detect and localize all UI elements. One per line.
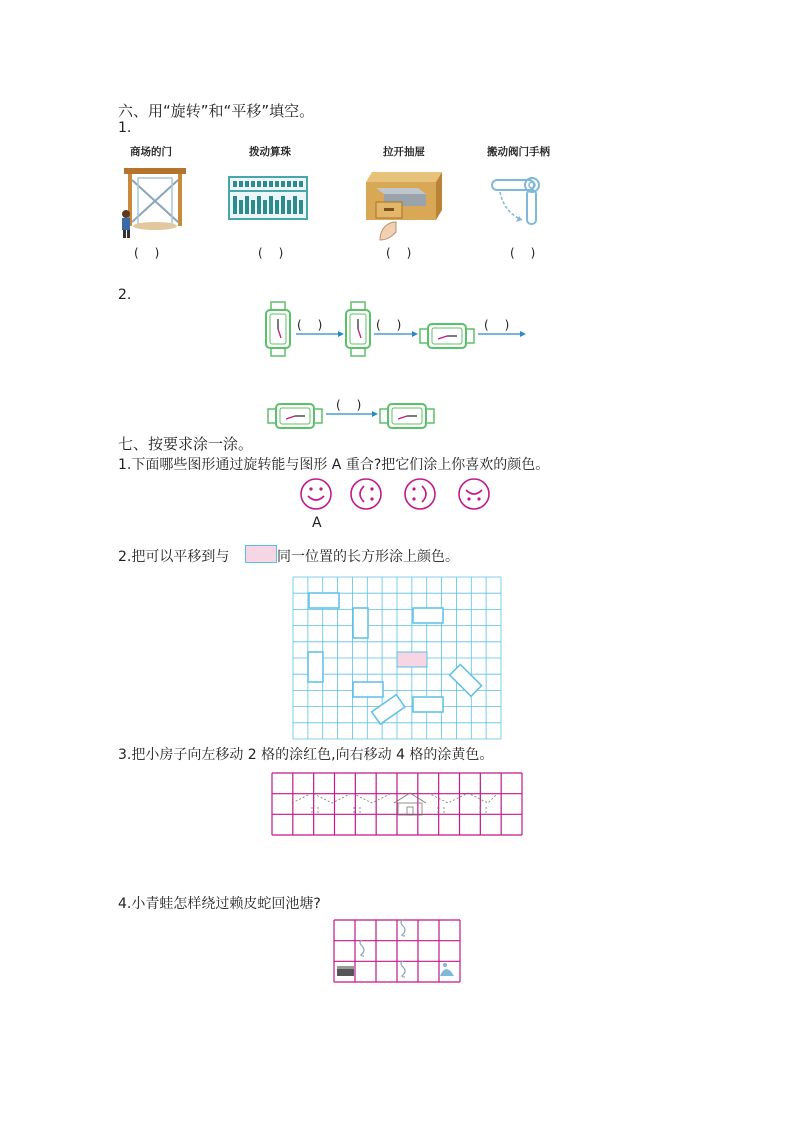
grid-rectangle-tilted <box>372 695 405 724</box>
grid-rectangle <box>309 593 339 608</box>
caption-valve: 搬动阀门手柄 <box>487 146 550 158</box>
drawer-picture <box>366 166 442 240</box>
frog-snake-grid <box>334 920 460 982</box>
answer-blank-drawer[interactable]: ( ) <box>386 246 414 260</box>
answer-blank-watch-1[interactable]: ( ) <box>297 318 325 332</box>
section7-title: 七、按要求涂一涂。 <box>118 435 254 453</box>
watch-icon <box>268 404 322 428</box>
caption-abacus: 拨动算珠 <box>249 146 291 158</box>
smiley-face-a-icon <box>301 479 331 509</box>
grid-rectangle <box>353 682 383 697</box>
label-a: A <box>312 515 322 531</box>
faces-row <box>298 477 494 511</box>
answer-blank-valve[interactable]: ( ) <box>510 246 538 260</box>
caption-mall-door: 商场的门 <box>130 146 172 158</box>
section7-q4-text: 4.小青蛙怎样绕过赖皮蛇回池塘? <box>118 896 321 912</box>
section7-q2-text-before: 2.把可以平移到与 <box>118 549 230 565</box>
abacus-picture <box>228 176 308 220</box>
answer-blank-door[interactable]: ( ) <box>134 246 162 260</box>
smiley-face-rotated-left-icon <box>351 479 381 509</box>
grid-rectangle-tilted <box>450 664 482 696</box>
answer-blank-abacus[interactable]: ( ) <box>258 246 286 260</box>
section6-title: 六、用“旋转”和“平移”填空。 <box>118 102 315 120</box>
watch-icon <box>266 302 290 356</box>
grid-rectangle <box>413 608 443 623</box>
target-rectangle <box>397 652 427 667</box>
house-icon <box>394 793 426 803</box>
q1-number: 1. <box>118 120 132 136</box>
snake-icon <box>360 920 405 977</box>
answer-blank-watch-3[interactable]: ( ) <box>484 318 512 332</box>
watch-icon <box>420 324 474 348</box>
caption-drawer: 拉开抽屉 <box>383 146 425 158</box>
answer-blank-watch-2[interactable]: ( ) <box>376 318 404 332</box>
revolving-door-picture <box>118 166 190 240</box>
grid-rectangle <box>413 697 443 712</box>
grid-rectangle <box>353 608 368 638</box>
smiley-face-rotated-right-icon <box>405 479 435 509</box>
q2-number: 2. <box>118 287 132 303</box>
section7-q3-text: 3.把小房子向左移动 2 格的涂红色,向右移动 4 格的涂黄色。 <box>118 747 494 763</box>
frog-icon <box>440 963 454 976</box>
section7-q2-text-after: 同一位置的长方形涂上颜色。 <box>277 549 459 565</box>
valve-handle-picture <box>488 172 548 234</box>
section7-q1-text: 1.下面哪些图形通过旋转能与图形 A 重合?把它们涂上你喜欢的颜色。 <box>118 457 550 473</box>
translation-grid <box>293 577 501 739</box>
smiley-face-upside-down-icon <box>459 479 489 509</box>
answer-blank-watch-4[interactable]: ( ) <box>336 398 364 412</box>
grid-rectangle <box>308 652 323 682</box>
house-grid <box>272 773 522 835</box>
watch-icon <box>380 404 434 428</box>
target-rectangle-sample <box>245 545 277 563</box>
watch-icon <box>346 302 370 356</box>
